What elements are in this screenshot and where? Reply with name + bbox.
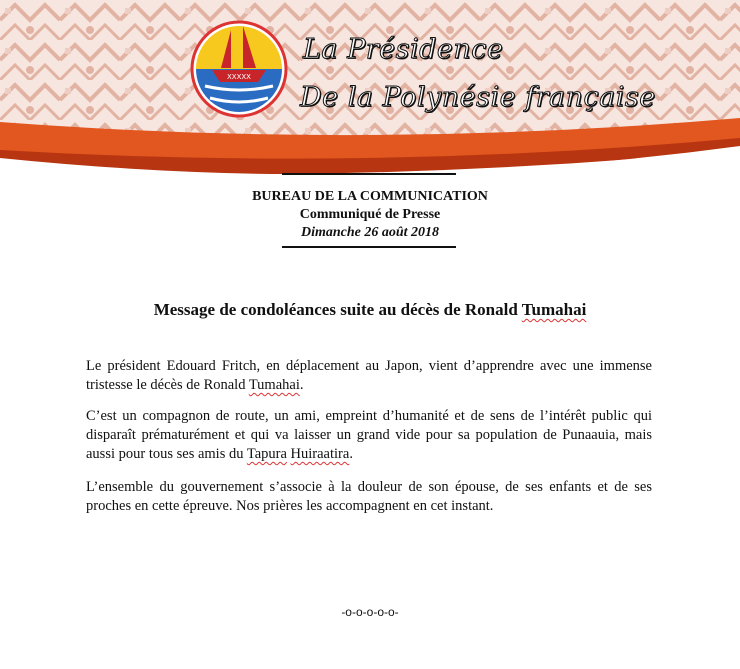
- presidency-title-line-2: De la Polynésie française: [300, 82, 656, 113]
- paragraph-2-text: C’est un compagnon de route, un ami, empreint d’humanité et de sens de l’intérêt public qui disparaît prématurément et qui va laisser un grand vide pour sa population de Punaauia, mais aussi pour tous ses amis du: [86, 408, 652, 462]
- headline-text: Message de condoléances suite au décès de Ronald: [153, 300, 522, 319]
- presidency-title-line-1: La Présidence: [303, 34, 504, 65]
- headline-name: Tumahai: [521, 300, 587, 319]
- svg-text:XXXXX: XXXXX: [227, 73, 251, 81]
- paragraph-2-party-a: Tapura: [246, 446, 287, 462]
- coat-of-arms-icon: [192, 22, 286, 116]
- paragraph-2-party-b: Huiraatira: [290, 446, 350, 462]
- paragraph-3: L’ensemble du gouvernement s’associe à la douleur de son épouse, de ses enfants et de ses proches en cette épreuve. Nos prières les accompagnent en cet instant.: [86, 479, 652, 514]
- paragraph-2-end: .: [349, 446, 353, 462]
- divider-bottom: [282, 246, 456, 248]
- paragraph-1-text: Le président Edouard Fritch, en déplacement au Japon, vient d’apprendre avec une immense tristesse le décès de Ronald: [86, 358, 652, 393]
- divider-top: [282, 173, 456, 175]
- publication-date: Dimanche 26 août 2018: [300, 225, 440, 240]
- paragraph-2: [86, 407, 652, 464]
- bureau-name: BUREAU DE LA COMMUNICATION: [252, 189, 488, 204]
- paragraph-1-name: Tumahai: [248, 377, 300, 393]
- press-release-title: [0, 300, 740, 320]
- letterhead: [0, 0, 740, 200]
- document-type: Communiqué de Presse: [299, 207, 441, 222]
- paragraph-1-end: .: [299, 377, 304, 393]
- closing-separator: -o-o-o-o-o-: [341, 605, 399, 619]
- paragraph-1: [86, 357, 652, 395]
